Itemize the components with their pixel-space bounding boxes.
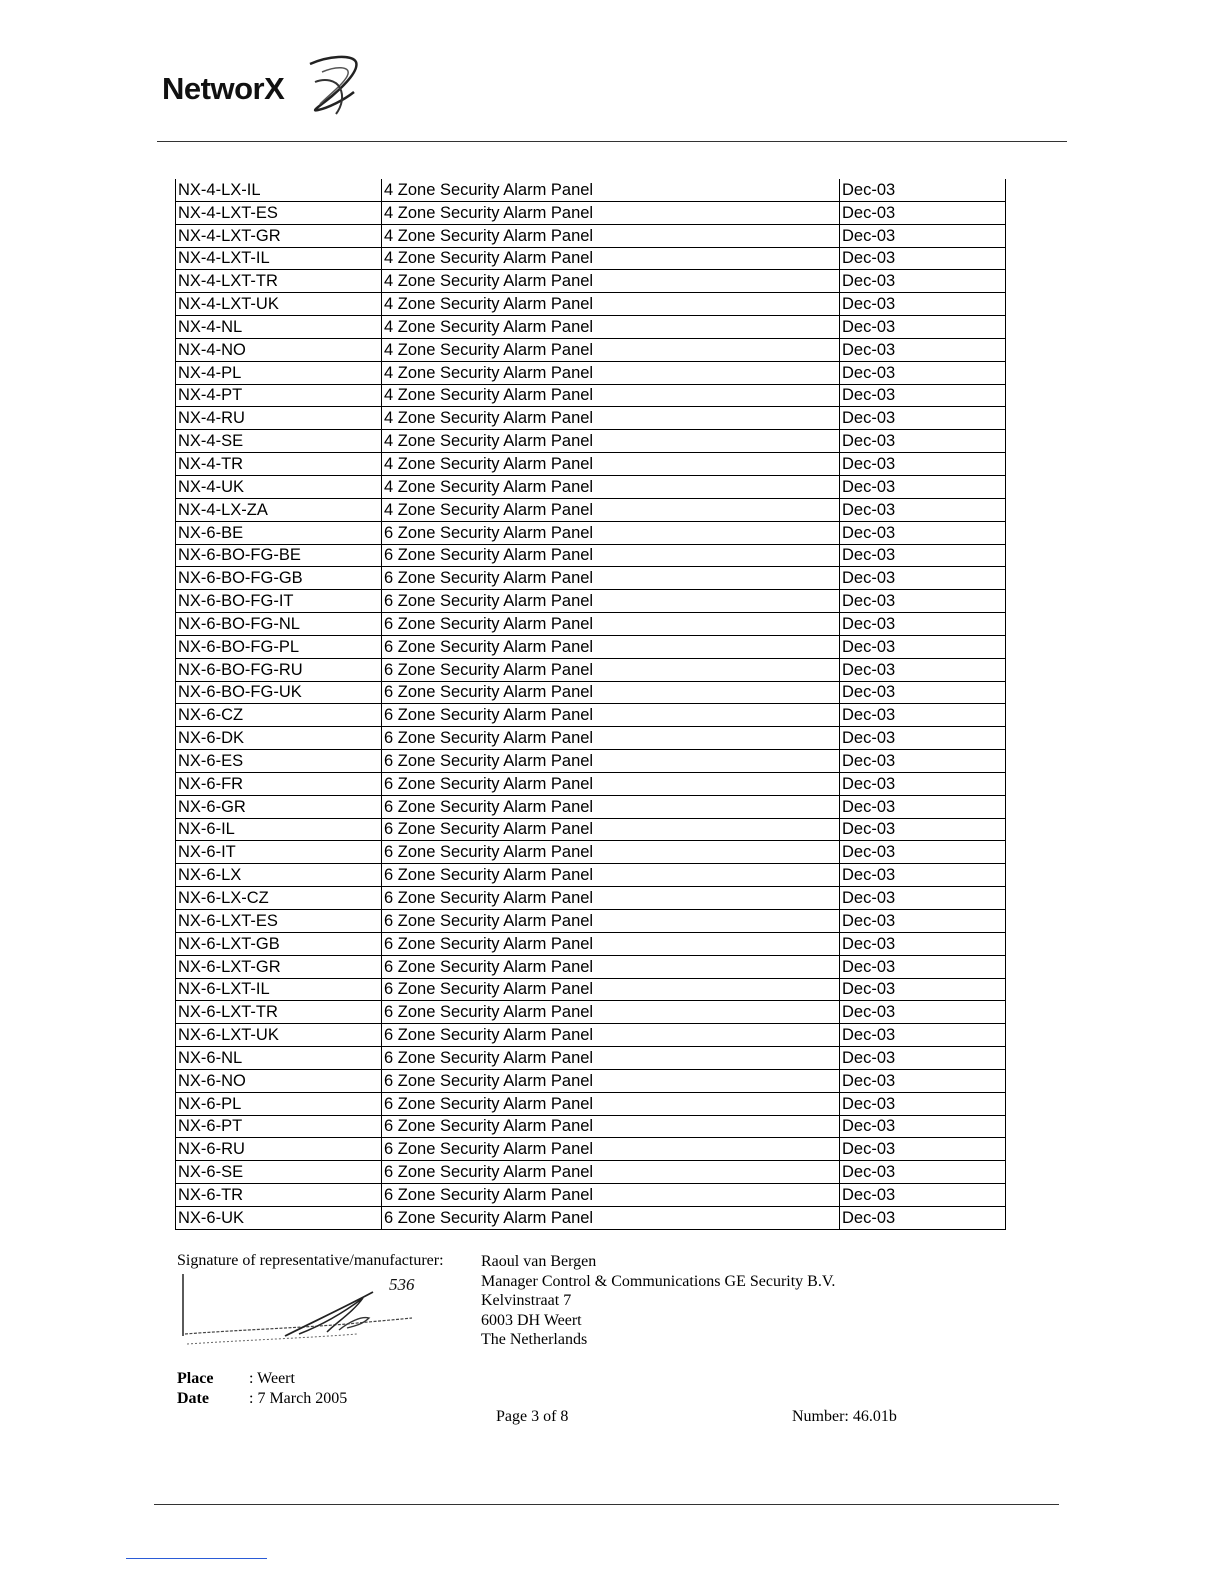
product-description-cell: 4 Zone Security Alarm Panel: [382, 430, 840, 453]
table-row: [176, 316, 1006, 339]
table-row: [176, 590, 1006, 613]
product-date-cell: Dec-03: [840, 544, 1006, 567]
product-description-cell: 4 Zone Security Alarm Panel: [382, 179, 840, 201]
document-number: Number: 46.01b: [792, 1408, 897, 1425]
table-row: [176, 293, 1006, 316]
table-row: [176, 1092, 1006, 1115]
product-description-cell: 6 Zone Security Alarm Panel: [382, 521, 840, 544]
representative-city: 6003 DH Weert: [481, 1311, 582, 1329]
table-row: [176, 613, 1006, 636]
product-code-cell: NX-4-LXT-UK: [176, 293, 382, 316]
table-row: [176, 1184, 1006, 1207]
product-code-cell: NX-6-BO-FG-UK: [176, 681, 382, 704]
product-description-cell: 6 Zone Security Alarm Panel: [382, 613, 840, 636]
product-description-cell: 6 Zone Security Alarm Panel: [382, 544, 840, 567]
product-code-cell: NX-6-SE: [176, 1161, 382, 1184]
place-date-block: [177, 1369, 347, 1408]
product-date-cell: Dec-03: [840, 1184, 1006, 1207]
product-code-cell: NX-4-SE: [176, 430, 382, 453]
place-value: : Weert: [249, 1370, 295, 1387]
product-code-cell: NX-6-TR: [176, 1184, 382, 1207]
product-code-cell: NX-6-CZ: [176, 704, 382, 727]
product-description-cell: 6 Zone Security Alarm Panel: [382, 567, 840, 590]
product-description-cell: 4 Zone Security Alarm Panel: [382, 498, 840, 521]
representative-street: Kelvinstraat 7: [481, 1292, 572, 1309]
product-code-cell: NX-6-DK: [176, 727, 382, 750]
product-code-cell: NX-6-LXT-GR: [176, 955, 382, 978]
product-code-cell: NX-6-LXT-UK: [176, 1024, 382, 1047]
table-row: [176, 179, 1006, 201]
product-description-cell: 6 Zone Security Alarm Panel: [382, 590, 840, 613]
table-row: [176, 247, 1006, 270]
table-row: [176, 795, 1006, 818]
product-code-cell: NX-6-BO-FG-RU: [176, 658, 382, 681]
product-code-cell: NX-6-IT: [176, 841, 382, 864]
product-code-cell: NX-6-NL: [176, 1047, 382, 1070]
product-date-cell: Dec-03: [840, 704, 1006, 727]
table-row: [176, 1138, 1006, 1161]
product-description-cell: 6 Zone Security Alarm Panel: [382, 978, 840, 1001]
product-date-cell: Dec-03: [840, 1047, 1006, 1070]
product-date-cell: Dec-03: [840, 247, 1006, 270]
product-date-cell: Dec-03: [840, 910, 1006, 933]
product-date-cell: Dec-03: [840, 498, 1006, 521]
product-code-cell: NX-6-BO-FG-NL: [176, 613, 382, 636]
table-row: [176, 407, 1006, 430]
table-row: [176, 521, 1006, 544]
product-code-cell: NX-6-LX: [176, 864, 382, 887]
product-description-cell: 6 Zone Security Alarm Panel: [382, 910, 840, 933]
product-date-cell: Dec-03: [840, 978, 1006, 1001]
product-date-cell: Dec-03: [840, 430, 1006, 453]
product-description-cell: 4 Zone Security Alarm Panel: [382, 338, 840, 361]
product-description-cell: 6 Zone Security Alarm Panel: [382, 1206, 840, 1229]
table-row: [176, 681, 1006, 704]
table-row: [176, 727, 1006, 750]
table-row: [176, 430, 1006, 453]
product-description-cell: 6 Zone Security Alarm Panel: [382, 1024, 840, 1047]
logo-text: NetworX: [162, 71, 285, 106]
product-description-cell: 6 Zone Security Alarm Panel: [382, 658, 840, 681]
product-date-cell: Dec-03: [840, 567, 1006, 590]
product-date-cell: Dec-03: [840, 1161, 1006, 1184]
product-description-cell: 6 Zone Security Alarm Panel: [382, 727, 840, 750]
table-row: [176, 475, 1006, 498]
product-date-cell: Dec-03: [840, 1069, 1006, 1092]
product-date-cell: Dec-03: [840, 932, 1006, 955]
product-code-cell: NX-6-IL: [176, 818, 382, 841]
product-description-cell: 6 Zone Security Alarm Panel: [382, 750, 840, 773]
product-date-cell: Dec-03: [840, 316, 1006, 339]
product-code-cell: NX-6-BO-FG-BE: [176, 544, 382, 567]
product-description-cell: 4 Zone Security Alarm Panel: [382, 407, 840, 430]
product-date-cell: Dec-03: [840, 361, 1006, 384]
product-date-cell: Dec-03: [840, 1024, 1006, 1047]
product-code-cell: NX-6-GR: [176, 795, 382, 818]
table-row: [176, 1047, 1006, 1070]
product-code-cell: NX-6-NO: [176, 1069, 382, 1092]
product-code-cell: NX-6-ES: [176, 750, 382, 773]
product-date-cell: Dec-03: [840, 590, 1006, 613]
table-row: [176, 772, 1006, 795]
product-description-cell: 6 Zone Security Alarm Panel: [382, 841, 840, 864]
product-description-cell: 4 Zone Security Alarm Panel: [382, 384, 840, 407]
table-row: [176, 338, 1006, 361]
product-description-cell: 6 Zone Security Alarm Panel: [382, 1138, 840, 1161]
table-row: [176, 932, 1006, 955]
table-row: [176, 818, 1006, 841]
product-description-cell: 6 Zone Security Alarm Panel: [382, 932, 840, 955]
product-description-cell: 6 Zone Security Alarm Panel: [382, 955, 840, 978]
product-description-cell: 6 Zone Security Alarm Panel: [382, 1115, 840, 1138]
product-code-cell: NX-4-NL: [176, 316, 382, 339]
product-code-cell: NX-6-BO-FG-IT: [176, 590, 382, 613]
product-description-cell: 6 Zone Security Alarm Panel: [382, 818, 840, 841]
table-row: [176, 567, 1006, 590]
product-code-cell: NX-4-RU: [176, 407, 382, 430]
table-row: [176, 498, 1006, 521]
product-date-cell: Dec-03: [840, 955, 1006, 978]
product-date-cell: Dec-03: [840, 475, 1006, 498]
product-date-cell: Dec-03: [840, 864, 1006, 887]
product-description-cell: 6 Zone Security Alarm Panel: [382, 704, 840, 727]
product-date-cell: Dec-03: [840, 1001, 1006, 1024]
product-description-cell: 6 Zone Security Alarm Panel: [382, 1047, 840, 1070]
product-description-cell: 4 Zone Security Alarm Panel: [382, 270, 840, 293]
product-description-cell: 4 Zone Security Alarm Panel: [382, 293, 840, 316]
product-code-cell: NX-4-LXT-TR: [176, 270, 382, 293]
product-code-cell: NX-4-LX-ZA: [176, 498, 382, 521]
networx-logo: [160, 54, 370, 118]
product-code-cell: NX-6-LXT-ES: [176, 910, 382, 933]
date-value: : 7 March 2005: [249, 1389, 348, 1407]
product-date-cell: Dec-03: [840, 1206, 1006, 1229]
product-date-cell: Dec-03: [840, 201, 1006, 224]
table-row: [176, 270, 1006, 293]
product-description-cell: 6 Zone Security Alarm Panel: [382, 1001, 840, 1024]
product-description-cell: 6 Zone Security Alarm Panel: [382, 887, 840, 910]
table-row: [176, 201, 1006, 224]
table-row: [176, 1001, 1006, 1024]
product-date-cell: Dec-03: [840, 224, 1006, 247]
product-code-cell: NX-6-BO-FG-GB: [176, 567, 382, 590]
table-row: [176, 910, 1006, 933]
signature-area: [177, 1270, 427, 1362]
product-code-cell: NX-4-LXT-IL: [176, 247, 382, 270]
table-row: [176, 1206, 1006, 1229]
product-code-cell: NX-4-UK: [176, 475, 382, 498]
product-code-cell: NX-6-FR: [176, 772, 382, 795]
product-code-cell: NX-6-LX-CZ: [176, 887, 382, 910]
product-description-cell: 6 Zone Security Alarm Panel: [382, 795, 840, 818]
product-description-cell: 6 Zone Security Alarm Panel: [382, 1069, 840, 1092]
table-row: [176, 658, 1006, 681]
product-code-cell: NX-6-PL: [176, 1092, 382, 1115]
table-row: [176, 750, 1006, 773]
product-description-cell: 6 Zone Security Alarm Panel: [382, 1092, 840, 1115]
product-date-cell: Dec-03: [840, 1092, 1006, 1115]
representative-country: The Netherlands: [481, 1331, 588, 1348]
product-description-cell: 6 Zone Security Alarm Panel: [382, 864, 840, 887]
table-row: [176, 1161, 1006, 1184]
product-description-cell: 4 Zone Security Alarm Panel: [382, 201, 840, 224]
table-row: [176, 1115, 1006, 1138]
product-date-cell: Dec-03: [840, 270, 1006, 293]
product-date-cell: Dec-03: [840, 750, 1006, 773]
product-description-cell: 6 Zone Security Alarm Panel: [382, 772, 840, 795]
page-number: Page 3 of 8: [496, 1408, 569, 1425]
header-divider: [157, 141, 1067, 142]
product-date-cell: Dec-03: [840, 887, 1006, 910]
table-row: [176, 635, 1006, 658]
product-date-cell: Dec-03: [840, 727, 1006, 750]
product-code-cell: NX-6-UK: [176, 1206, 382, 1229]
product-date-cell: Dec-03: [840, 635, 1006, 658]
product-date-cell: Dec-03: [840, 613, 1006, 636]
product-date-cell: Dec-03: [840, 1138, 1006, 1161]
networx-logo-graphic: [160, 54, 370, 118]
table-row: [176, 224, 1006, 247]
product-code-cell: NX-6-LXT-IL: [176, 978, 382, 1001]
place-label: Place: [177, 1370, 214, 1387]
product-code-cell: NX-4-PL: [176, 361, 382, 384]
product-code-cell: NX-6-LXT-TR: [176, 1001, 382, 1024]
table-row: [176, 453, 1006, 476]
footer-link-line: [126, 1558, 267, 1559]
table-row: [176, 544, 1006, 567]
product-code-cell: NX-6-BE: [176, 521, 382, 544]
footer-divider: [154, 1504, 1059, 1505]
products-table-body: [176, 179, 1006, 1229]
product-description-cell: 4 Zone Security Alarm Panel: [382, 316, 840, 339]
product-code-cell: NX-4-LXT-GR: [176, 224, 382, 247]
representative-block: [481, 1252, 835, 1350]
products-table: [175, 179, 1006, 1230]
product-code-cell: NX-4-TR: [176, 453, 382, 476]
product-description-cell: 6 Zone Security Alarm Panel: [382, 635, 840, 658]
table-row: [176, 1069, 1006, 1092]
product-date-cell: Dec-03: [840, 338, 1006, 361]
product-date-cell: Dec-03: [840, 818, 1006, 841]
date-label: Date: [177, 1389, 209, 1407]
product-date-cell: Dec-03: [840, 841, 1006, 864]
product-code-cell: NX-6-BO-FG-PL: [176, 635, 382, 658]
product-date-cell: Dec-03: [840, 658, 1006, 681]
table-row: [176, 887, 1006, 910]
product-date-cell: Dec-03: [840, 293, 1006, 316]
product-code-cell: NX-4-PT: [176, 384, 382, 407]
product-date-cell: Dec-03: [840, 179, 1006, 201]
table-row: [176, 384, 1006, 407]
date-row: [177, 1389, 347, 1409]
table-row: [176, 978, 1006, 1001]
product-code-cell: NX-4-LXT-ES: [176, 201, 382, 224]
place-row: [177, 1369, 347, 1389]
product-code-cell: NX-6-RU: [176, 1138, 382, 1161]
product-date-cell: Dec-03: [840, 772, 1006, 795]
product-description-cell: 4 Zone Security Alarm Panel: [382, 247, 840, 270]
product-date-cell: Dec-03: [840, 681, 1006, 704]
product-description-cell: 6 Zone Security Alarm Panel: [382, 681, 840, 704]
table-row: [176, 704, 1006, 727]
product-code-cell: NX-6-PT: [176, 1115, 382, 1138]
representative-title: Manager Control & Communications GE Security B.V.: [481, 1272, 836, 1290]
product-code-cell: NX-6-LXT-GB: [176, 932, 382, 955]
product-date-cell: Dec-03: [840, 384, 1006, 407]
representative-name: Raoul van Bergen: [481, 1253, 597, 1270]
product-description-cell: 4 Zone Security Alarm Panel: [382, 224, 840, 247]
product-date-cell: Dec-03: [840, 795, 1006, 818]
product-description-cell: 4 Zone Security Alarm Panel: [382, 453, 840, 476]
product-description-cell: 6 Zone Security Alarm Panel: [382, 1161, 840, 1184]
product-code-cell: NX-4-NO: [176, 338, 382, 361]
signature-mark: 536: [389, 1275, 415, 1294]
product-description-cell: 4 Zone Security Alarm Panel: [382, 361, 840, 384]
table-row: [176, 864, 1006, 887]
signature-label: Signature of representative/manufacturer:: [177, 1252, 444, 1269]
product-date-cell: Dec-03: [840, 521, 1006, 544]
product-description-cell: 6 Zone Security Alarm Panel: [382, 1184, 840, 1207]
table-row: [176, 1024, 1006, 1047]
product-date-cell: Dec-03: [840, 453, 1006, 476]
product-date-cell: Dec-03: [840, 407, 1006, 430]
table-row: [176, 361, 1006, 384]
product-date-cell: Dec-03: [840, 1115, 1006, 1138]
table-row: [176, 955, 1006, 978]
product-description-cell: 4 Zone Security Alarm Panel: [382, 475, 840, 498]
table-row: [176, 841, 1006, 864]
product-code-cell: NX-4-LX-IL: [176, 179, 382, 201]
handwritten-signature: [177, 1270, 427, 1362]
